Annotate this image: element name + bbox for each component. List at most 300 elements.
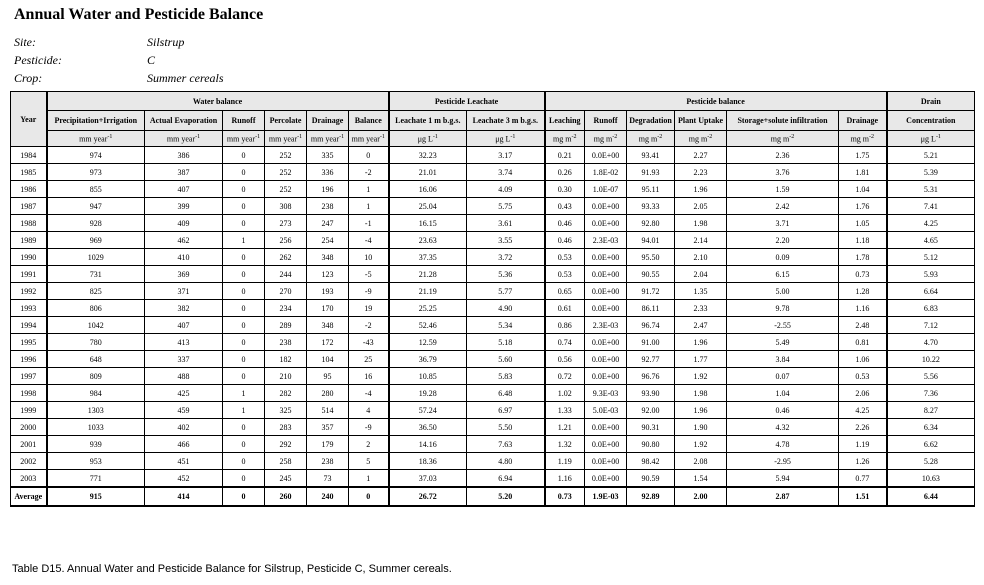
table-cell: 91.93 <box>627 164 675 181</box>
table-cell: 172 <box>307 334 349 351</box>
table-cell: 245 <box>265 470 307 488</box>
table-cell: -2 <box>349 164 389 181</box>
header-group-water: Water balance <box>47 92 389 111</box>
table-cell: 0.0E+00 <box>585 368 627 385</box>
table-row <box>11 232 975 249</box>
table-cell: -4 <box>349 232 389 249</box>
table-cell: 6.97 <box>467 402 545 419</box>
table-row <box>11 181 975 198</box>
table-cell: 282 <box>265 385 307 402</box>
table-cell: 2.87 <box>727 487 839 506</box>
table-cell: 0.56 <box>545 351 585 368</box>
table-cell: 1.05 <box>839 215 887 232</box>
table-cell: 336 <box>307 164 349 181</box>
table-cell: 10.22 <box>887 351 975 368</box>
table-cell: 182 <box>265 351 307 368</box>
table-row <box>11 249 975 266</box>
table-cell: 514 <box>307 402 349 419</box>
table-cell: 0 <box>223 334 265 351</box>
table-cell: 5.60 <box>467 351 545 368</box>
table-cell: 357 <box>307 419 349 436</box>
table-cell: 410 <box>145 249 223 266</box>
table-cell: 92.80 <box>627 215 675 232</box>
table-cell: 939 <box>47 436 145 453</box>
table-cell: 1 <box>349 198 389 215</box>
table-cell: 2.26 <box>839 419 887 436</box>
table-cell: 95.50 <box>627 249 675 266</box>
column-header: Drainage <box>307 111 349 131</box>
table-row <box>11 419 975 436</box>
table-cell: 0.74 <box>545 334 585 351</box>
table-cell: 2.14 <box>675 232 727 249</box>
header-year: Year <box>11 92 47 147</box>
table-cell: 488 <box>145 368 223 385</box>
table-cell: 1.92 <box>675 368 727 385</box>
table-cell: 3.17 <box>467 147 545 164</box>
table-cell: 2.00 <box>675 487 727 506</box>
table-cell: 348 <box>307 317 349 334</box>
column-unit: mg $m^{-2}$ <box>839 131 887 147</box>
table-cell: 387 <box>145 164 223 181</box>
table-cell: 9.3E-03 <box>585 385 627 402</box>
table-cell: 1042 <box>47 317 145 334</box>
table-cell: 91.00 <box>627 334 675 351</box>
table-cell: 37.35 <box>389 249 467 266</box>
table-cell: 4.25 <box>839 402 887 419</box>
table-cell: 262 <box>265 249 307 266</box>
table-cell: 1.96 <box>675 334 727 351</box>
table-cell: 3.84 <box>727 351 839 368</box>
column-header: Runoff <box>585 111 627 131</box>
table-cell: 238 <box>307 453 349 470</box>
table-cell: -9 <box>349 419 389 436</box>
table-cell: 2.36 <box>727 147 839 164</box>
table-cell: 1.96 <box>675 402 727 419</box>
table-cell: 1.78 <box>839 249 887 266</box>
table-cell: 25.04 <box>389 198 467 215</box>
meta-pesticide-value: C <box>147 53 156 67</box>
table-cell: 855 <box>47 181 145 198</box>
table-cell: 425 <box>145 385 223 402</box>
column-header: Actual Evaporation <box>145 111 223 131</box>
table-cell: 0 <box>223 283 265 300</box>
table-cell: 1 <box>349 181 389 198</box>
table-cell: 0 <box>223 470 265 488</box>
table-cell: 93.33 <box>627 198 675 215</box>
table-cell: 1.16 <box>545 470 585 488</box>
table-row <box>11 198 975 215</box>
table-row <box>11 453 975 470</box>
table-cell: 0 <box>223 147 265 164</box>
table-cell: 247 <box>307 215 349 232</box>
table-cell: 1.0E-07 <box>585 181 627 198</box>
balance-table <box>10 91 975 507</box>
table-row <box>11 317 975 334</box>
table-cell: 16.06 <box>389 181 467 198</box>
table-caption: Table D15. Annual Water and Pesticide Balance for Silstrup, Pesticide C, Summer cereals. <box>12 563 452 575</box>
table-cell: 915 <box>47 487 145 506</box>
table-cell: 953 <box>47 453 145 470</box>
table-row <box>11 402 975 419</box>
table-cell: 5.20 <box>467 487 545 506</box>
table-cell: 5.31 <box>887 181 975 198</box>
table-cell: 0.77 <box>839 470 887 488</box>
table-cell: 1.32 <box>545 436 585 453</box>
column-unit: mg $m^{-2}$ <box>675 131 727 147</box>
table-cell: 21.19 <box>389 283 467 300</box>
column-header: Leachate 3 m b.g.s. <box>467 111 545 131</box>
table-cell: 1.54 <box>675 470 727 488</box>
table-cell: 19 <box>349 300 389 317</box>
table-cell: 2002 <box>11 453 47 470</box>
table-row <box>11 436 975 453</box>
table-cell: 648 <box>47 351 145 368</box>
table-row <box>11 266 975 283</box>
table-cell: 1989 <box>11 232 47 249</box>
table-cell: 0.0E+00 <box>585 283 627 300</box>
table-cell: 0.0E+00 <box>585 300 627 317</box>
table-cell: 0.72 <box>545 368 585 385</box>
table-cell: 1.76 <box>839 198 887 215</box>
table-cell: -5 <box>349 266 389 283</box>
table-cell: 3.61 <box>467 215 545 232</box>
table-cell: -4 <box>349 385 389 402</box>
table-cell: 238 <box>307 198 349 215</box>
column-unit: mg $m^{-2}$ <box>627 131 675 147</box>
table-cell: 2.27 <box>675 147 727 164</box>
table-cell: 86.11 <box>627 300 675 317</box>
table-cell: 1.92 <box>675 436 727 453</box>
table-cell: 1.16 <box>839 300 887 317</box>
column-unit: μg $L^{-1}$ <box>467 131 545 147</box>
table-cell: 280 <box>307 385 349 402</box>
header-group-leachate: Pesticide Leachate <box>389 92 545 111</box>
table-cell: 52.46 <box>389 317 467 334</box>
table-cell: 1.19 <box>545 453 585 470</box>
table-cell: 2.08 <box>675 453 727 470</box>
table-cell: 2.33 <box>675 300 727 317</box>
column-unit: μg $L^{-1}$ <box>389 131 467 147</box>
table-cell: 369 <box>145 266 223 283</box>
column-header: Concentration <box>887 111 975 131</box>
table-cell: 1.90 <box>675 419 727 436</box>
table-cell: 5.00 <box>727 283 839 300</box>
table-cell: 806 <box>47 300 145 317</box>
table-cell: 407 <box>145 317 223 334</box>
table-cell: 809 <box>47 368 145 385</box>
column-unit: mm year$^{-1}$ <box>145 131 223 147</box>
table-cell: 0 <box>349 487 389 506</box>
table-row <box>11 147 975 164</box>
table-cell: 1.04 <box>839 181 887 198</box>
table-cell: 0 <box>223 436 265 453</box>
table-cell: 1986 <box>11 181 47 198</box>
table-cell: 1.06 <box>839 351 887 368</box>
table-cell: 0.53 <box>839 368 887 385</box>
table-cell: 6.15 <box>727 266 839 283</box>
table-row <box>11 334 975 351</box>
table-cell: 1.26 <box>839 453 887 470</box>
table-cell: 1996 <box>11 351 47 368</box>
table-cell: 0 <box>223 300 265 317</box>
table-cell: -2.55 <box>727 317 839 334</box>
column-unit: mm year$^{-1}$ <box>223 131 265 147</box>
table-cell: 1.28 <box>839 283 887 300</box>
table-cell: 0.26 <box>545 164 585 181</box>
column-unit: mg $m^{-2}$ <box>727 131 839 147</box>
table-cell: 335 <box>307 147 349 164</box>
table-cell: 92.89 <box>627 487 675 506</box>
table-cell: 26.72 <box>389 487 467 506</box>
table-cell: 2003 <box>11 470 47 488</box>
table-cell: 4.25 <box>887 215 975 232</box>
table-cell: 459 <box>145 402 223 419</box>
table-cell: 0.86 <box>545 317 585 334</box>
table-cell: 252 <box>265 147 307 164</box>
column-unit: mm year$^{-1}$ <box>265 131 307 147</box>
column-header: Degradation <box>627 111 675 131</box>
table-cell: 3.71 <box>727 215 839 232</box>
table-cell: 731 <box>47 266 145 283</box>
table-cell: 1999 <box>11 402 47 419</box>
column-unit: mg $m^{-2}$ <box>545 131 585 147</box>
table-cell: 402 <box>145 419 223 436</box>
table-cell: 984 <box>47 385 145 402</box>
table-cell: 10.85 <box>389 368 467 385</box>
table-cell: 2 <box>349 436 389 453</box>
table-cell: 1.96 <box>675 181 727 198</box>
table-cell: 2.06 <box>839 385 887 402</box>
table-cell: 0.73 <box>839 266 887 283</box>
table-cell: 407 <box>145 181 223 198</box>
table-cell: 5.21 <box>887 147 975 164</box>
table-cell: 1992 <box>11 283 47 300</box>
table-cell: 5.34 <box>467 317 545 334</box>
table-cell: 210 <box>265 368 307 385</box>
table-cell: 1 <box>349 470 389 488</box>
table-cell: 7.12 <box>887 317 975 334</box>
table-cell: 6.44 <box>887 487 975 506</box>
table-cell: 98.42 <box>627 453 675 470</box>
table-cell: 1.35 <box>675 283 727 300</box>
table-cell: 1029 <box>47 249 145 266</box>
table-cell: -2.95 <box>727 453 839 470</box>
table-cell: 7.63 <box>467 436 545 453</box>
table-cell: 36.79 <box>389 351 467 368</box>
table-cell: 5.39 <box>887 164 975 181</box>
table-cell: 96.74 <box>627 317 675 334</box>
table-cell: 6.48 <box>467 385 545 402</box>
table-cell: 1990 <box>11 249 47 266</box>
table-cell: 10 <box>349 249 389 266</box>
table-cell: 1 <box>223 402 265 419</box>
table-cell: 337 <box>145 351 223 368</box>
table-cell: 5.50 <box>467 419 545 436</box>
table-cell: 283 <box>265 419 307 436</box>
table-cell: 5.75 <box>467 198 545 215</box>
table-cell: 0 <box>223 368 265 385</box>
table-cell: 0.53 <box>545 249 585 266</box>
table-cell: 0.21 <box>545 147 585 164</box>
table-cell: 2.42 <box>727 198 839 215</box>
table-cell: 947 <box>47 198 145 215</box>
table-cell: 399 <box>145 198 223 215</box>
table-cell: 5.93 <box>887 266 975 283</box>
table-cell: 4.65 <box>887 232 975 249</box>
table-cell: 0.0E+00 <box>585 215 627 232</box>
table-cell: 386 <box>145 147 223 164</box>
table-cell: 90.80 <box>627 436 675 453</box>
table-cell: 1998 <box>11 385 47 402</box>
meta-crop-value: Summer cereals <box>147 71 224 85</box>
table-cell: 252 <box>265 181 307 198</box>
column-unit: mm year$^{-1}$ <box>349 131 389 147</box>
table-cell: 57.24 <box>389 402 467 419</box>
table-cell: 0.46 <box>545 215 585 232</box>
table-cell: 7.41 <box>887 198 975 215</box>
table-cell: 1.04 <box>727 385 839 402</box>
table-row <box>11 470 975 488</box>
table-row <box>11 368 975 385</box>
table-cell: 451 <box>145 453 223 470</box>
table-cell: 0.0E+00 <box>585 334 627 351</box>
table-cell: 6.34 <box>887 419 975 436</box>
table-cell: 292 <box>265 436 307 453</box>
table-cell: 90.55 <box>627 266 675 283</box>
table-cell: 25 <box>349 351 389 368</box>
table-cell: 95.11 <box>627 181 675 198</box>
table-cell: 2.23 <box>675 164 727 181</box>
table-cell: 1.9E-03 <box>585 487 627 506</box>
table-cell: 0 <box>223 453 265 470</box>
table-cell: 4.32 <box>727 419 839 436</box>
table-cell: 462 <box>145 232 223 249</box>
table-cell: 2001 <box>11 436 47 453</box>
column-unit: mg $m^{-2}$ <box>585 131 627 147</box>
table-cell: 234 <box>265 300 307 317</box>
table-cell: 1987 <box>11 198 47 215</box>
page-title: Annual Water and Pesticide Balance <box>14 6 264 23</box>
table-cell: 3.55 <box>467 232 545 249</box>
table-cell: 8.27 <box>887 402 975 419</box>
meta-pesticide-label: Pesticide: <box>14 53 62 67</box>
table-cell: 1 <box>223 385 265 402</box>
table-cell: 6.94 <box>467 470 545 488</box>
table-cell: 90.59 <box>627 470 675 488</box>
table-cell: 123 <box>307 266 349 283</box>
table-cell: 21.01 <box>389 164 467 181</box>
table-cell: 0.09 <box>727 249 839 266</box>
table-cell: 25.25 <box>389 300 467 317</box>
table-cell: 0 <box>223 351 265 368</box>
table-cell: 0.61 <box>545 300 585 317</box>
table-cell: 5.18 <box>467 334 545 351</box>
table-cell: 0.0E+00 <box>585 198 627 215</box>
table-cell: 1.02 <box>545 385 585 402</box>
table-cell: 1.98 <box>675 385 727 402</box>
table-cell: 0.0E+00 <box>585 470 627 488</box>
table-cell: 16.15 <box>389 215 467 232</box>
table-cell: 1 <box>223 232 265 249</box>
table-cell: 260 <box>265 487 307 506</box>
table-cell: 19.28 <box>389 385 467 402</box>
table-cell: 5.56 <box>887 368 975 385</box>
table-cell: 414 <box>145 487 223 506</box>
table-cell: -1 <box>349 215 389 232</box>
table-cell: 10.63 <box>887 470 975 488</box>
table-cell: 7.36 <box>887 385 975 402</box>
table-cell: 0.53 <box>545 266 585 283</box>
table-cell: 2.48 <box>839 317 887 334</box>
table-cell: 973 <box>47 164 145 181</box>
table-cell: 1.33 <box>545 402 585 419</box>
table-cell: 92.77 <box>627 351 675 368</box>
meta-site-label: Site: <box>14 35 36 49</box>
table-cell: 0 <box>223 215 265 232</box>
table-cell: 0.0E+00 <box>585 351 627 368</box>
table-cell: 928 <box>47 215 145 232</box>
table-cell: 2.47 <box>675 317 727 334</box>
header-group-drain: Drain <box>887 92 975 111</box>
table-cell: 2.3E-03 <box>585 232 627 249</box>
table-cell: 0 <box>223 198 265 215</box>
table-row <box>11 385 975 402</box>
table-cell: -9 <box>349 283 389 300</box>
table-cell: 244 <box>265 266 307 283</box>
table-row <box>11 351 975 368</box>
table-cell: 193 <box>307 283 349 300</box>
column-header: Precipitation+Irrigation <box>47 111 145 131</box>
table-cell: 14.16 <box>389 436 467 453</box>
table-cell: 1.59 <box>727 181 839 198</box>
table-row <box>11 164 975 181</box>
table-cell: 9.78 <box>727 300 839 317</box>
column-unit: mm year$^{-1}$ <box>47 131 145 147</box>
table-cell: 23.63 <box>389 232 467 249</box>
table-cell: 254 <box>307 232 349 249</box>
table-cell: 240 <box>307 487 349 506</box>
table-cell: 6.83 <box>887 300 975 317</box>
table-cell: 2.04 <box>675 266 727 283</box>
table-cell: 1985 <box>11 164 47 181</box>
table-cell: 5.36 <box>467 266 545 283</box>
column-header: Plant Uptake <box>675 111 727 131</box>
table-cell: 0 <box>223 317 265 334</box>
table-cell: 1.8E-02 <box>585 164 627 181</box>
table-cell: 0.0E+00 <box>585 147 627 164</box>
average-row <box>11 487 975 506</box>
table-cell: 32.23 <box>389 147 467 164</box>
table-cell: 413 <box>145 334 223 351</box>
table-cell: 90.31 <box>627 419 675 436</box>
table-cell: 0 <box>223 487 265 506</box>
table-cell: 6.64 <box>887 283 975 300</box>
table-cell: 0.0E+00 <box>585 419 627 436</box>
table-cell: 2.10 <box>675 249 727 266</box>
column-header: Balance <box>349 111 389 131</box>
table-cell: 1993 <box>11 300 47 317</box>
table-cell: 4.09 <box>467 181 545 198</box>
table-cell: 270 <box>265 283 307 300</box>
table-cell: 5 <box>349 453 389 470</box>
table-cell: 179 <box>307 436 349 453</box>
table-cell: 104 <box>307 351 349 368</box>
table-cell: 289 <box>265 317 307 334</box>
table-cell: 95 <box>307 368 349 385</box>
table-row <box>11 283 975 300</box>
column-header: Leaching <box>545 111 585 131</box>
table-cell: 1984 <box>11 147 47 164</box>
